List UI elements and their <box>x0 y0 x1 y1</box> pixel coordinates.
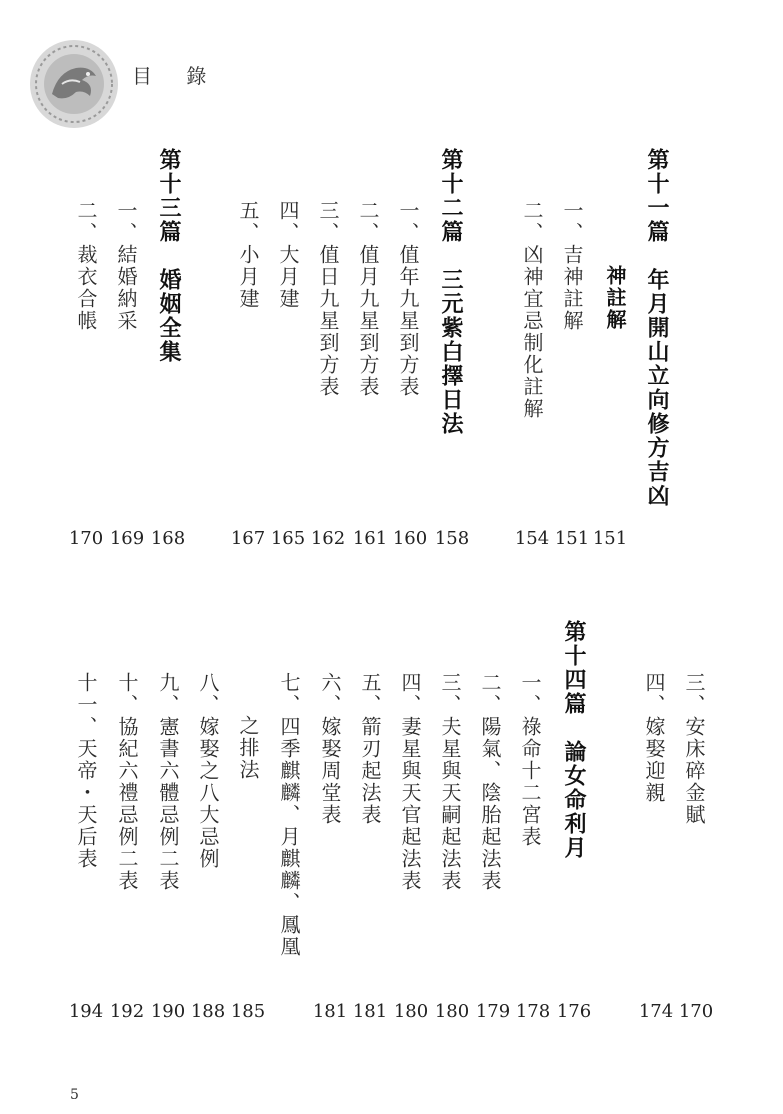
toc-entry: 四、妻星與天官起法表 <box>398 672 422 892</box>
toc-entry-page: 180 <box>393 1001 429 1022</box>
toc-entry-page: 181 <box>352 1001 388 1022</box>
toc-entry-continuation: 之排法 <box>236 715 260 781</box>
toc-entry: 一、吉神註解 <box>560 200 584 332</box>
toc-entry: 三、值日九星到方表 <box>316 200 340 398</box>
toc-entry-page: 169 <box>109 528 145 549</box>
toc-entry: 五、小月建 <box>236 200 260 310</box>
header-title: 目 錄 <box>132 64 221 88</box>
toc-entry-page: 154 <box>514 528 550 549</box>
page-header <box>28 38 228 128</box>
part-11-page: 151 <box>592 528 628 549</box>
part-13-title: 第十三篇 婚姻全集 <box>156 148 182 364</box>
toc-entry-page: 165 <box>270 528 306 549</box>
part-12-title: 第十二篇 三元紫白擇日法 <box>438 148 464 436</box>
part-14-page: 176 <box>556 1001 592 1022</box>
toc-entry: 四、大月建 <box>276 200 300 310</box>
toc-entry: 二、裁衣合帳 <box>74 200 98 332</box>
part-13-page: 168 <box>150 528 186 549</box>
toc-entry-page: 178 <box>515 1001 551 1022</box>
toc-entry: 一、結婚納采 <box>114 200 138 332</box>
toc-entry: 二、凶神宜忌制化註解 <box>520 200 544 420</box>
toc-entry: 五、箭刃起法表 <box>358 672 382 826</box>
toc-entry-page: 180 <box>434 1001 470 1022</box>
toc-entry: 二、陽氣、陰胎起法表 <box>478 672 502 892</box>
toc-entry: 七、四季麒麟、月麒麟、鳳凰 <box>277 672 301 958</box>
toc-entry: 三、夫星與天嗣起法表 <box>438 672 462 892</box>
toc-entry: 二、值月九星到方表 <box>356 200 380 398</box>
toc-entry: 九、憲書六體忌例二表 <box>156 672 180 892</box>
toc-entry-page: 151 <box>554 528 590 549</box>
toc-entry-page: 185 <box>230 1001 266 1022</box>
toc-entry-page: 161 <box>352 528 388 549</box>
toc-entry-page: 167 <box>230 528 266 549</box>
toc-entry: 十一、天帝・天后表 <box>74 672 98 870</box>
toc-entry-page: 170 <box>678 1001 714 1022</box>
dragon-emblem-icon <box>28 38 120 130</box>
toc-entry: 三、安床碎金賦 <box>682 672 706 826</box>
toc-entry-page: 192 <box>109 1001 145 1022</box>
toc-entry: 十、協紀六禮忌例二表 <box>115 672 139 892</box>
toc-entry-page: 162 <box>310 528 346 549</box>
toc-entry-page: 170 <box>68 528 104 549</box>
toc-entry: 六、嫁娶周堂表 <box>318 672 342 826</box>
toc-entry-page: 174 <box>638 1001 674 1022</box>
toc-entry-page: 188 <box>190 1001 226 1022</box>
toc-entry: 四、嫁娶迎親 <box>642 672 666 804</box>
toc-entry: 八、嫁娶之八大忌例 <box>196 672 220 870</box>
part-11-title: 第十一篇 年月開山立向修方吉凶 <box>644 148 670 508</box>
toc-entry-page: 194 <box>68 1001 104 1022</box>
toc-entry-page: 160 <box>392 528 428 549</box>
part-12-page: 158 <box>434 528 470 549</box>
toc-entry: 一、祿命十二宮表 <box>518 672 542 848</box>
part-11-subtitle: 神註解 <box>603 265 627 331</box>
part-14-title: 第十四篇 論女命利月 <box>561 620 587 860</box>
toc-entry-page: 181 <box>312 1001 348 1022</box>
toc-entry-page: 179 <box>475 1001 511 1022</box>
toc-entry-page: 190 <box>150 1001 186 1022</box>
page-number: 5 <box>70 1087 79 1103</box>
toc-entry: 一、值年九星到方表 <box>396 200 420 398</box>
